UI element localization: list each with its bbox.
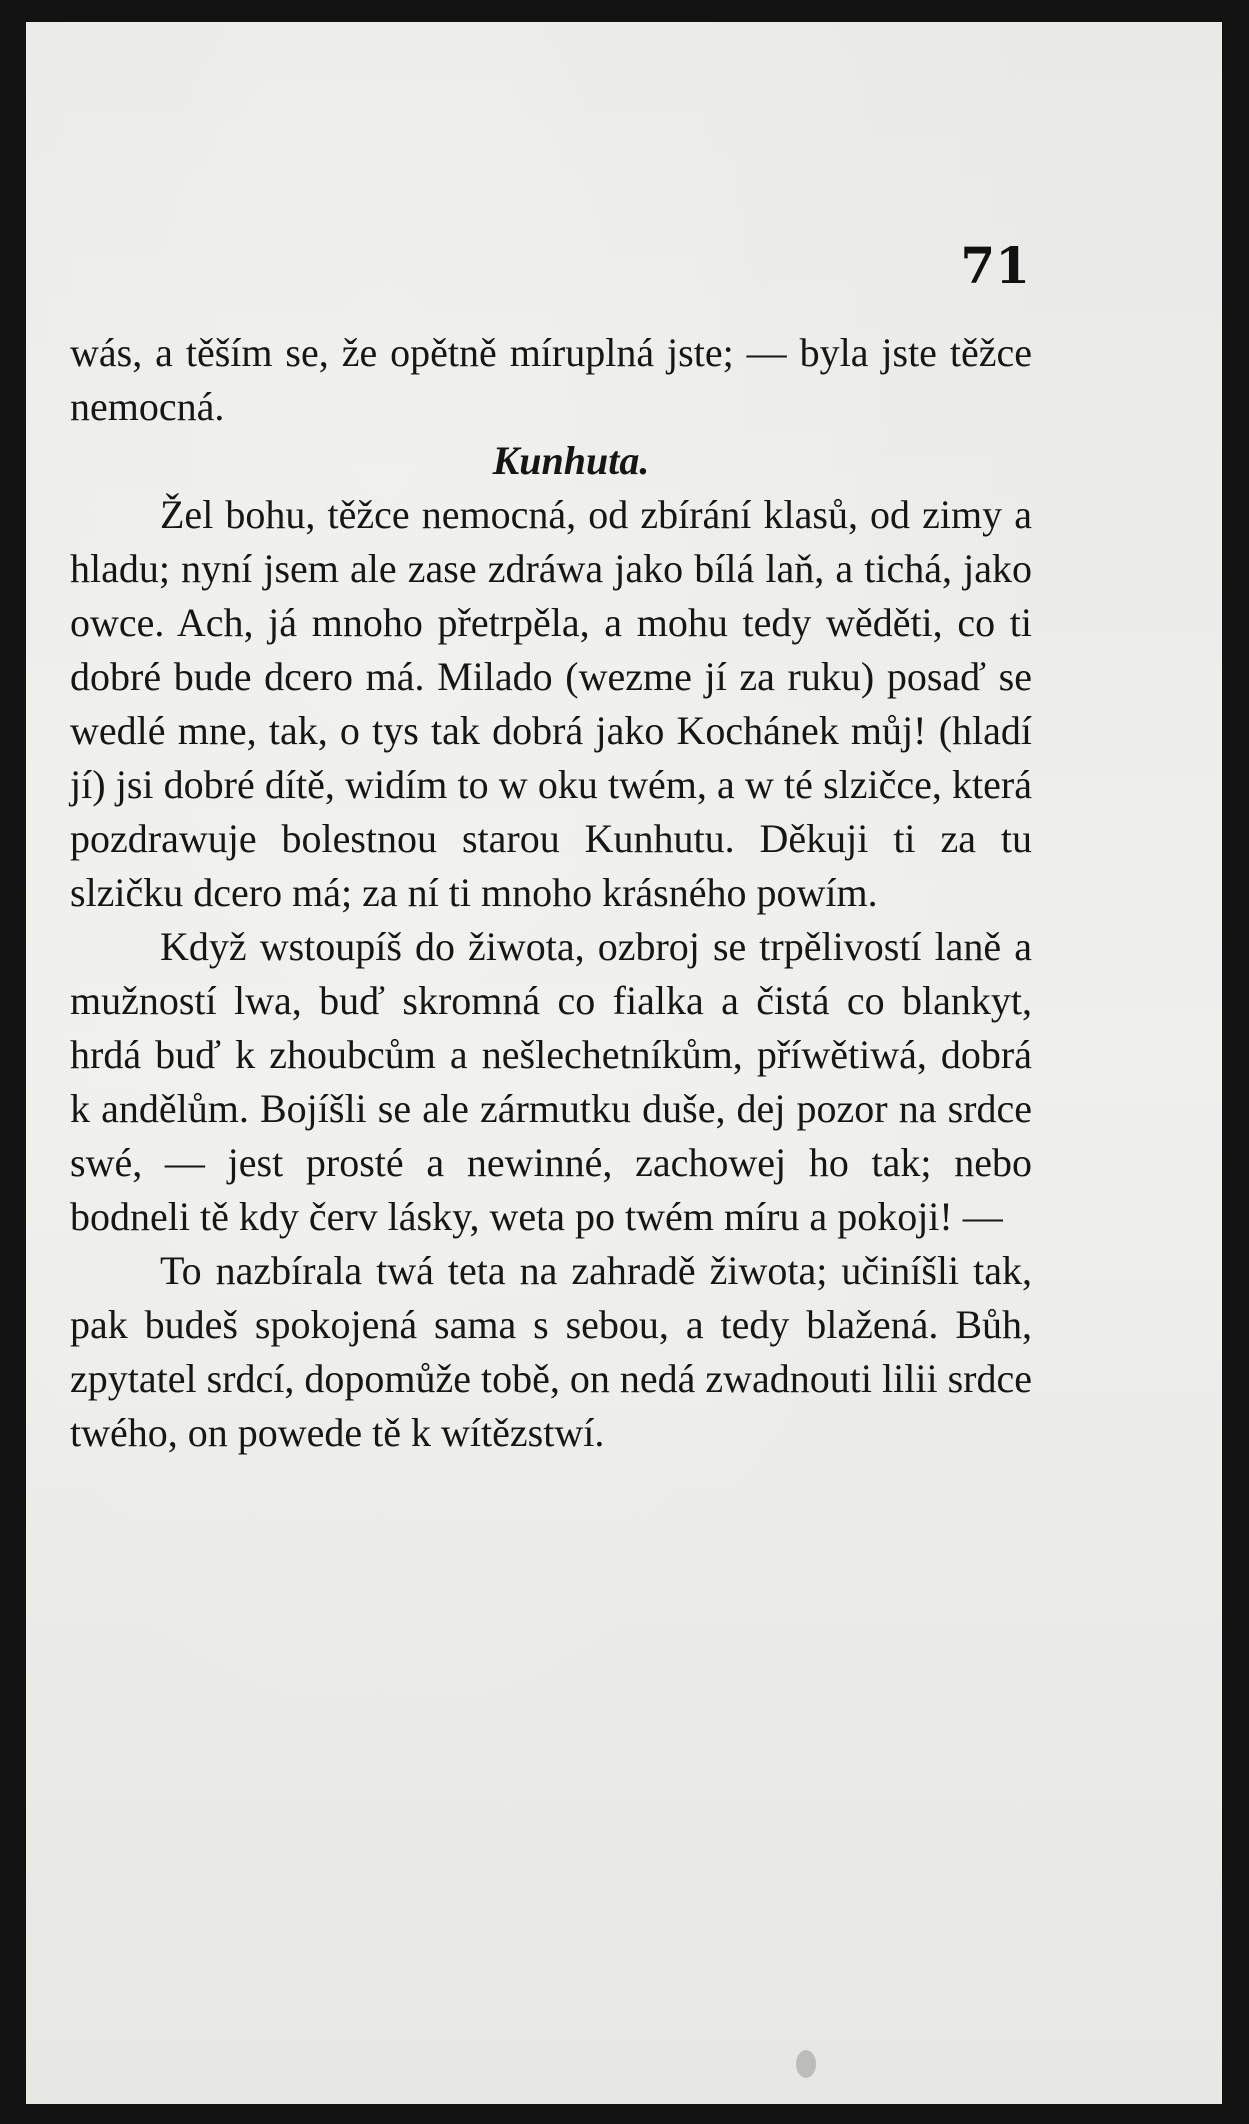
paragraph-advice: Když wstoupíš do žiwota, ozbroj se trpělivostí laně a mužností lwa, buď skromná co fialka a čistá co blankyt, hrdá buď k zhoubcům a nešlechetníkům, příwětiwá, dobrá k andělům. Bojíšli se ale zármutku duše, dej pozor na srdce swé, — jest prosté a newinné, zachowej ho tak; nebo bodneli tě kdy červ lásky, weta po twém míru a pokoji! — (70, 924, 1032, 1239)
page-number: 71 (960, 236, 1030, 295)
page-body (70, 326, 1032, 1460)
paragraph-closing: To nazbírala twá teta na zahradě žiwota; učiníšli tak, pak budeš spokojená sama s sebou, a tedy blažená. Bůh, zpytatel srdcí, dopomůže tobě, on nedá zwadnouti lilii srdce twého, on powede tě k wítězstwí. (70, 1248, 1032, 1455)
speaker-name: Kunhuta. (492, 438, 650, 483)
paragraph-opening: wás, a těším se, že opětně míruplná jste; — byla jste těžce nemocná. (70, 330, 1032, 429)
ink-spot (796, 2050, 816, 2078)
book-page (26, 22, 1222, 2104)
paragraph-speech: Žel bohu, těžce nemocná, od zbírání klasů, od zimy a hladu; nyní jsem ale zase zdráwa jako bílá laň, a tichá, jako owce. Ach, já mnoho přetrpěla, a mohu tedy wěděti, co ti dobré bude dcero má. Milado (wezme jí za ruku) posaď se wedlé mne, tak, o tys tak dobrá jako Kochánek můj! (hladí jí) jsi dobré dítě, widím to w oku twém, a w té slzičce, která pozdrawuje bolestnou starou Kunhutu. Děkuji ti za tu slzičku dcero má; za ní ti mnoho krásného powím. (70, 492, 1032, 915)
